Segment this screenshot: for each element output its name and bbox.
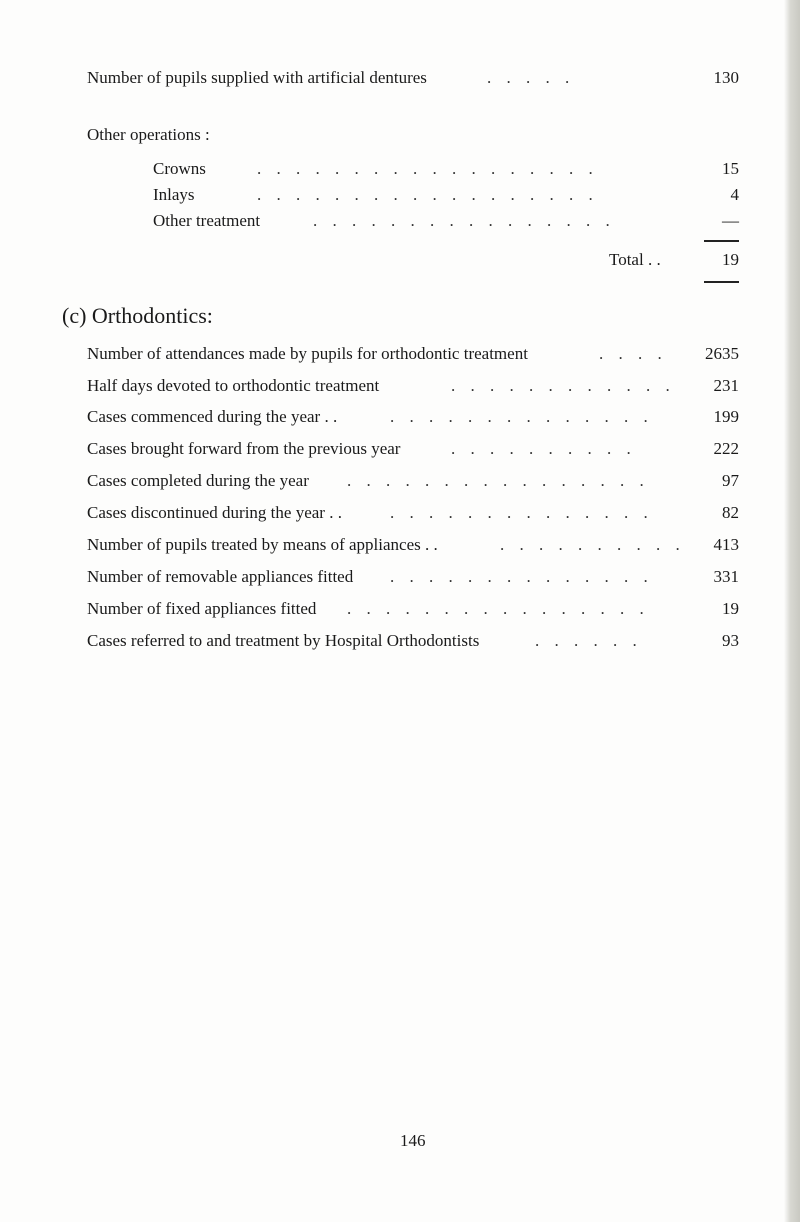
dentures-value: 130 xyxy=(713,68,739,87)
orthodontics-row xyxy=(87,342,739,366)
orthodontics-label: Half days devoted to orthodontic treatment xyxy=(87,376,380,395)
leader-dots: . . . . . . . . . . . . . . . . . . xyxy=(257,159,594,178)
dentures-label: Number of pupils supplied with artificial dentures xyxy=(87,68,427,87)
total-label: Total . . xyxy=(609,250,661,269)
orthodontics-label: Number of pupils treated by means of appliances . . xyxy=(87,535,438,554)
total-row xyxy=(560,248,739,272)
orthodontics-label: Cases referred to and treatment by Hospital Orthodontists xyxy=(87,631,480,650)
leader-dots: . . . . xyxy=(599,344,663,363)
leader-dots: . . . . . . . . . . . . . . . . xyxy=(313,211,611,230)
other-operations-value: 15 xyxy=(722,159,739,178)
page-edge-shadow xyxy=(784,0,800,1222)
leader-dots: . . . . . . . . . . . . . . xyxy=(390,567,649,586)
orthodontics-value: 331 xyxy=(713,567,739,586)
orthodontics-row xyxy=(87,629,739,653)
other-operations-row xyxy=(153,157,739,181)
orthodontics-row xyxy=(87,469,739,493)
orthodontics-row xyxy=(87,501,739,525)
total-bottom-rule xyxy=(704,281,739,283)
leader-dots: . . . . . . xyxy=(535,631,638,650)
orthodontics-value: 413 xyxy=(713,535,739,554)
orthodontics-value: 231 xyxy=(713,376,739,395)
orthodontics-label: Cases discontinued during the year . . xyxy=(87,503,342,522)
orthodontics-label: Number of fixed appliances fitted xyxy=(87,599,317,618)
orthodontics-label: Cases completed during the year xyxy=(87,471,309,490)
other-operations-label: Inlays xyxy=(153,185,195,204)
orthodontics-row xyxy=(87,565,739,589)
orthodontics-row xyxy=(87,533,739,557)
other-operations-value: 4 xyxy=(730,185,739,204)
orthodontics-value: 2635 xyxy=(705,344,739,363)
orthodontics-row xyxy=(87,405,739,429)
leader-dots: . . . . . . . . . . . . . . xyxy=(390,407,649,426)
other-operations-row xyxy=(153,209,739,233)
other-operations-value: — xyxy=(722,211,739,230)
orthodontics-value: 93 xyxy=(722,631,739,650)
orthodontics-row xyxy=(87,374,739,398)
total-top-rule xyxy=(704,240,739,242)
orthodontics-value: 82 xyxy=(722,503,739,522)
other-operations-heading: Other operations : xyxy=(87,125,210,144)
orthodontics-row xyxy=(87,597,739,621)
leader-dots: . . . . . . . . . . . . . . . . xyxy=(347,471,645,490)
other-operations-label: Other treatment xyxy=(153,211,261,230)
total-value: 19 xyxy=(722,250,739,269)
leader-dots: . . . . . . . . . . . . . . xyxy=(390,503,649,522)
leader-dots: . . . . . . . . . . . . xyxy=(451,376,671,395)
page-number: 146 xyxy=(400,1131,426,1150)
orthodontics-value: 97 xyxy=(722,471,739,490)
leader-dots: . . . . . . . . . . xyxy=(500,535,681,554)
orthodontics-value: 222 xyxy=(713,439,739,458)
orthodontics-value: 199 xyxy=(713,407,739,426)
orthodontics-row xyxy=(87,437,739,461)
orthodontics-label: Number of attendances made by pupils for orthodontic treatment xyxy=(87,344,528,363)
leader-dots: . . . . . . . . . . . . . . . . . . xyxy=(257,185,594,204)
orthodontics-heading: (c) Orthodontics: xyxy=(62,303,213,328)
orthodontics-value: 19 xyxy=(722,599,739,618)
orthodontics-label: Cases commenced during the year . . xyxy=(87,407,338,426)
dentures-row xyxy=(87,66,739,90)
leader-dots: . . . . . . . . . . xyxy=(451,439,632,458)
orthodontics-label: Cases brought forward from the previous year xyxy=(87,439,401,458)
orthodontics-label: Number of removable appliances fitted xyxy=(87,567,354,586)
other-operations-label: Crowns xyxy=(153,159,206,178)
leader-dots: . . . . . . . . . . . . . . . . xyxy=(347,599,645,618)
other-operations-row xyxy=(153,183,739,207)
dentures-leader-dots: . . . . . xyxy=(487,68,570,87)
